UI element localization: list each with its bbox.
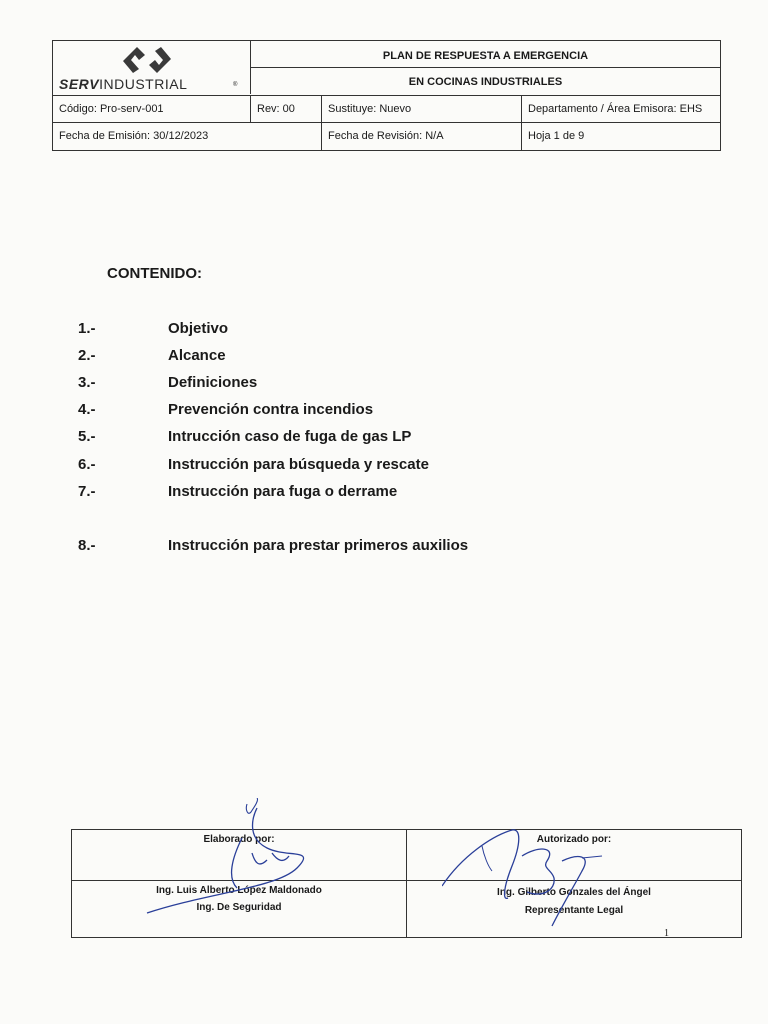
toc-number: 3.- <box>78 374 96 391</box>
toc-label: Instrucción para fuga o derrame <box>168 483 398 500</box>
signature-divider <box>406 830 407 937</box>
logo-brand-bold: SERV <box>59 76 100 92</box>
document-title: PLAN DE RESPUESTA A EMERGENCIA <box>251 41 720 68</box>
toc-item <box>0 483 768 505</box>
logo-registered-mark: ® <box>233 82 238 88</box>
toc-item <box>0 456 768 478</box>
toc-number: 4.- <box>78 401 96 418</box>
signature-table <box>71 829 742 938</box>
sustituye-cell: Sustituye: Nuevo <box>322 96 522 123</box>
company-logo-text <box>59 76 187 92</box>
toc-label: Prevención contra incendios <box>168 401 374 418</box>
rev-cell: Rev: 00 <box>251 96 322 123</box>
document-subtitle: EN COCINAS INDUSTRIALES <box>408 76 563 88</box>
company-logo <box>53 41 251 94</box>
logo-brand-rest: INDUSTRIAL <box>99 76 188 92</box>
codigo-cell: Código: Pro-serv-001 <box>53 96 251 123</box>
header-row-dates <box>53 122 720 150</box>
document-header-table <box>52 40 721 151</box>
toc-label: Alcance <box>168 347 226 364</box>
toc-number: 1.- <box>78 320 96 337</box>
toc-label: Intrucción caso de fuga de gas LP <box>168 428 412 445</box>
autorizado-label: Autorizado por: <box>536 834 612 845</box>
toc-item <box>0 374 768 396</box>
elaborado-label: Elaborado por: <box>203 834 275 845</box>
toc-label: Objetivo <box>168 320 229 337</box>
autorizado-name: Ing. Gilberto Gonzales del Ángel <box>497 887 651 898</box>
toc-item <box>0 428 768 450</box>
page-number: 1 <box>664 928 669 939</box>
header-row-codes <box>53 95 720 123</box>
toc-number: 2.- <box>78 347 96 364</box>
fecha-revision-cell: Fecha de Revisión: N/A <box>322 123 522 150</box>
contents-heading: CONTENIDO: <box>107 265 202 282</box>
toc-item <box>0 537 768 559</box>
hoja-cell: Hoja 1 de 9 <box>528 130 585 142</box>
toc-label: Instrucción para prestar primeros auxilios <box>168 537 469 554</box>
elaborado-signature-icon <box>127 798 317 918</box>
elaborado-name: Ing. Luis Alberto López Maldonado <box>156 885 322 896</box>
autorizado-role: Representante Legal <box>524 905 624 916</box>
fecha-emision-cell: Fecha de Emisión: 30/12/2023 <box>53 123 322 150</box>
toc-number: 8.- <box>78 537 96 554</box>
toc-label: Instrucción para búsqueda y rescate <box>168 456 429 473</box>
servindustrial-logo-mark-icon <box>119 43 175 77</box>
toc-number: 6.- <box>78 456 96 473</box>
departamento-cell: Departamento / Área Emisora: EHS <box>528 103 703 115</box>
toc-label: Definiciones <box>168 374 258 391</box>
toc-number: 7.- <box>78 483 96 500</box>
toc-item <box>0 320 768 342</box>
toc-number: 5.- <box>78 428 96 445</box>
autorizado-signature-icon <box>442 826 642 936</box>
toc-item <box>0 401 768 423</box>
toc-item <box>0 347 768 369</box>
elaborado-role: Ing. De Seguridad <box>196 902 282 913</box>
